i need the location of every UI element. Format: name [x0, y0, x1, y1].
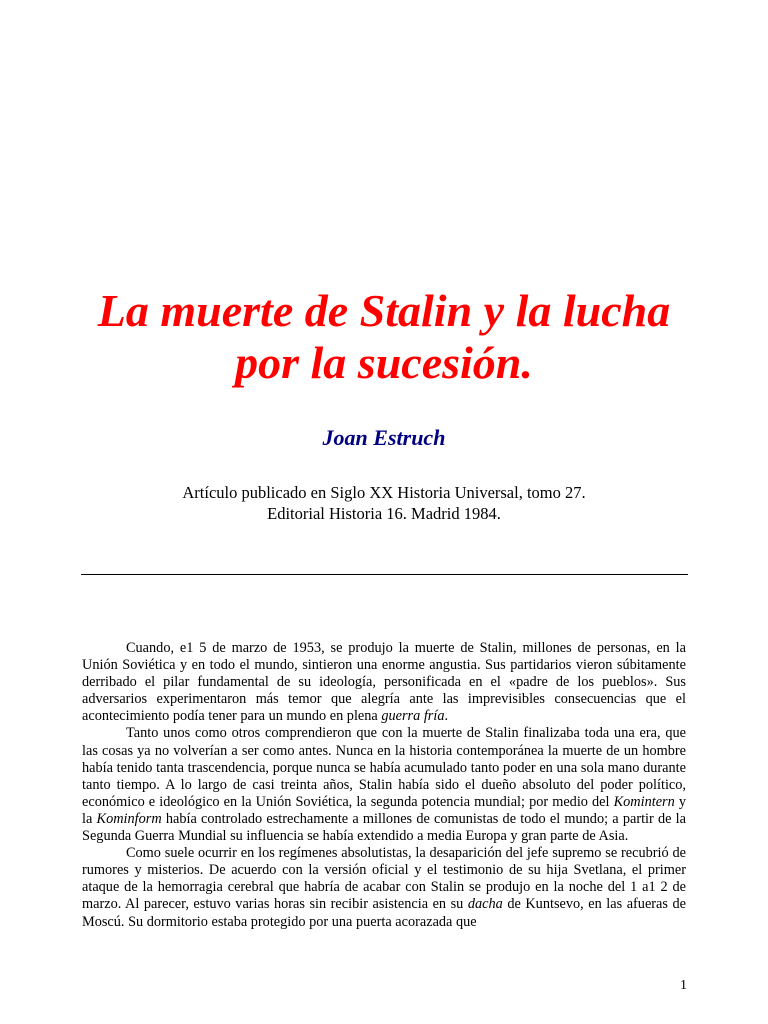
source-line-1: Artículo publicado en Siglo XX Historia Universal, tomo 27.: [182, 483, 586, 502]
paragraph-2-text-1: Tanto unos como otros comprendieron que con la muerte de Stalin finalizaba toda una era, que las cosas ya no volverían a ser como antes. Nunca en la historia contemporánea la muerte de un hombre había tenido tanta trascendencia, porque nunca se había acumulado tanto poder en una sola mano durante tanto tiempo. A lo largo de casi treinta años, Stalin había sido el dueño absoluto del poder político, económico e ideológico en la Unión Soviética, la segunda potencia mundial; por medio del: [82, 725, 686, 810]
title-line-1: La muerte de Stalin y la lucha: [97, 285, 671, 336]
publication-source: [40, 482, 728, 524]
paragraph-1-emphasis: guerra fría: [381, 708, 445, 725]
paragraph-1-end: .: [444, 708, 449, 725]
paragraph-3-text-2: de Kuntsevo, en las afueras de Moscú. Su dormitorio estaba protegido por una puerta acorazada que: [82, 896, 686, 930]
paragraph-1-text: Cuando, e1 5 de marzo de 1953, se produjo la muerte de Stalin, millones de personas, en la Unión Soviética y en todo el mundo, sintieron una enorme angustia. Sus partidarios vieron súbitamente derribado el pilar fundamental de su ideología, personificada en el «padre de los pueblos». Sus adversarios experimentaron más temor que alegría ante las imprevisibles consecuencias que el acontecimiento podía tener para un mundo en plena: [82, 640, 686, 725]
paragraph-2-text-3: había controlado estrechamente a millones de comunistas de todo el mundo; a partir de la Segunda Guerra Mundial su influencia se había extendido a media Europa y gran parte de Asia.: [82, 810, 686, 845]
horizontal-rule: [81, 574, 688, 575]
paragraph-2-text-2: y la: [82, 793, 686, 827]
paragraph-2-emphasis-1: Komintern: [613, 793, 675, 810]
paragraph-3-emphasis: dacha: [467, 896, 503, 913]
author-name: Joan Estruch: [322, 425, 446, 450]
paragraph-2-emphasis-2: Kominform: [96, 810, 162, 827]
paragraph-1: [82, 640, 686, 725]
paragraph-3: [82, 845, 686, 930]
source-line-2: Editorial Historia 16. Madrid 1984.: [267, 504, 501, 523]
paragraph-2: [82, 725, 686, 845]
document-title: [40, 285, 728, 389]
page-number: 1: [680, 978, 687, 993]
article-body: [82, 640, 686, 931]
title-line-2: por la sucesión.: [235, 337, 533, 388]
paragraph-3-text-1: Como suele ocurrir en los regímenes absolutistas, la desaparición del jefe supremo se recubrió de rumores y misterios. De acuerdo con la versión oficial y el testimonio de su hija Svetlana, el primer ataque de la hemorragia cerebral que habría de acabar con Stalin se produjo en la noche del 1 a1 2 de marzo. Al parecer, estuvo varias horas sin recibir asistencia en su: [82, 845, 686, 913]
